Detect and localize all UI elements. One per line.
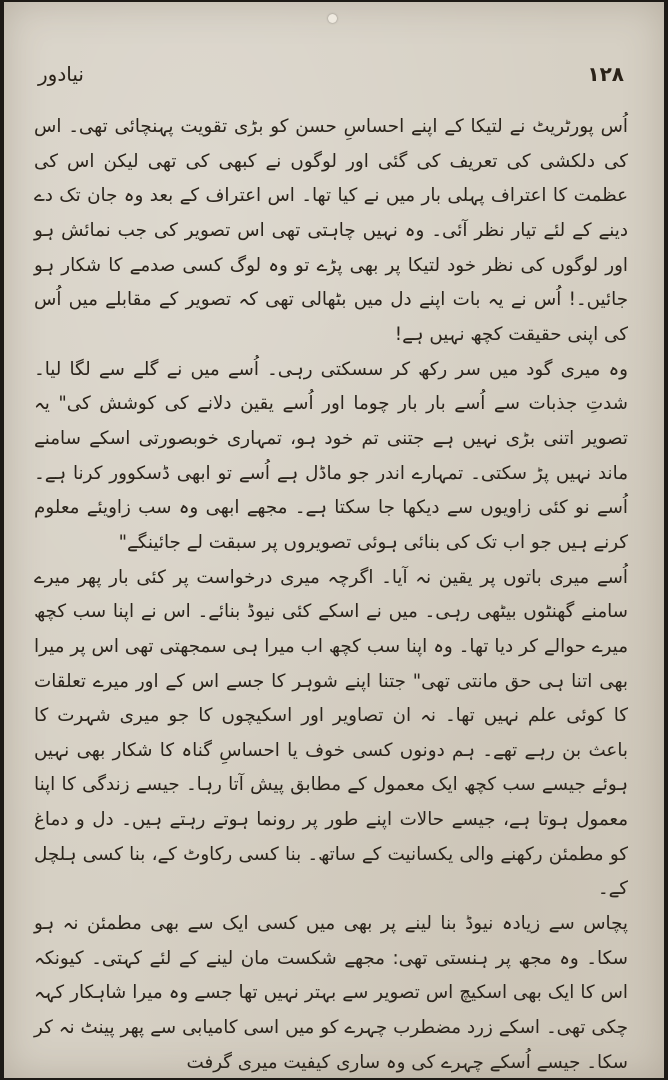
body-text bbox=[34, 110, 628, 1080]
paragraph-4: پچاس سے زیادہ نیوڈ بنا لینے پر بھی میں کسی ایک سے بھی مطمئن نہ ہو سکا۔ وہ مجھ پر ہنستی تھی: مجھے شکست مان لینے کے لئے کہتی۔ کیونکہ اس کا ایک بھی اسکیچ اس تصویر سے بہتر نہیں تھا جسے وہ میرا شاہکار کہہ چکی تھی۔ اسکے زرد مضطرب چہرے کو میں اسی کامیابی سے پھر پینٹ نہ کر سکا۔ جیسے اُسکے چہرے کی وہ ساری کیفیت میری گرفت bbox=[34, 913, 628, 1073]
paragraph-3: اُسے میری باتوں پر یقین نہ آیا۔ اگرچہ میری درخواست پر کئی بار پھر میرے سامنے گھنٹوں بیٹھی رہی۔ میں نے اسکے کئی نیوڈ بنائے۔ اس نے اپنا سب کچھ میرے حوالے کر دیا تھا۔ وہ اپنا سب کچھ اب میرا ہی سمجھتی تھی اس پر میرا بھی اتنا ہی حق مانتی تھی" جتنا اپنے شوہر کا جسے اس کے اور میرے تعلقات کا کوئی علم نہیں تھا۔ نہ ان تصاویر اور اسکیچوں کا جو میری شہرت کا باعث بن رہے تھے۔ ہم دونوں کسی خوف یا احساسِ گناہ کا شکار بھی نہیں ہوئے جیسے سب کچھ ایک معمول کے مطابق پیش آتا رہا۔ جیسے زندگی کا اپنا معمول ہوتا ہے، جیسے حالات اپنے طور پر رونما ہوتے رہتے ہیں۔ دل و دماغ کو مطمئن رکھنے والی یکسانیت کے ساتھ۔ بنا کسی رکاوٹ کے، بنا کسی ہلچل کے۔ bbox=[34, 566, 628, 900]
punch-hole bbox=[328, 14, 337, 23]
book-page bbox=[4, 2, 664, 1078]
paragraph-1: اُس پورٹریٹ نے لتیکا کے اپنے احساسِ حسن کو بڑی تقویت پہنچائی تھی۔ اس کی دلکشی کی تعریف کی گئی اور لوگوں نے کبھی کی تھی لیکن اس کی عظمت کا اعتراف پہلی بار میں نے کیا تھا۔ اس اعتراف کے بعد وہ جان تک دے دینے کے لئے تیار نظر آئی۔ وہ نہیں چاہتی تھی اس تصویر کی جب نمائش ہو اور لوگوں کی نظر خود لتیکا پر بھی پڑے تو وہ لوگ کسی صدمے کا شکار ہو جائیں۔! اُس نے یہ بات اپنے دل میں بٹھالی تھی کہ تصویر کے مقابلے میں اُس کی اپنی حقیقت کچھ نہیں ہے! bbox=[34, 116, 628, 345]
paragraph-2: وہ میری گود میں سر رکھ کر سسکتی رہی۔ اُسے میں نے گلے سے لگا لیا۔ شدتِ جذبات سے اُسے بار بار چوما اور اُسے یقین دلانے کی کوشش کی" یہ تصویر اتنی بڑی نہیں ہے جتنی تم خود ہو، تمہاری خوبصورتی اسکے سامنے ماند نہیں پڑ سکتی۔ تمہارے اندر جو ماڈل ہے اُسے تو ابھی ڈسکوور کرنا ہے۔ اُسے نو کئی زاویوں سے دیکھا جا سکتا ہے۔ مجھے ابھی وہ سب زاویئے معلوم کرنے ہیں جو اب تک کی بنائی ہوئی تصویروں پر سبقت لے جائینگے" bbox=[34, 358, 628, 553]
page-header bbox=[38, 62, 624, 92]
running-head: نیادور bbox=[38, 62, 84, 86]
page-number: ۱۲۸ bbox=[587, 62, 624, 86]
